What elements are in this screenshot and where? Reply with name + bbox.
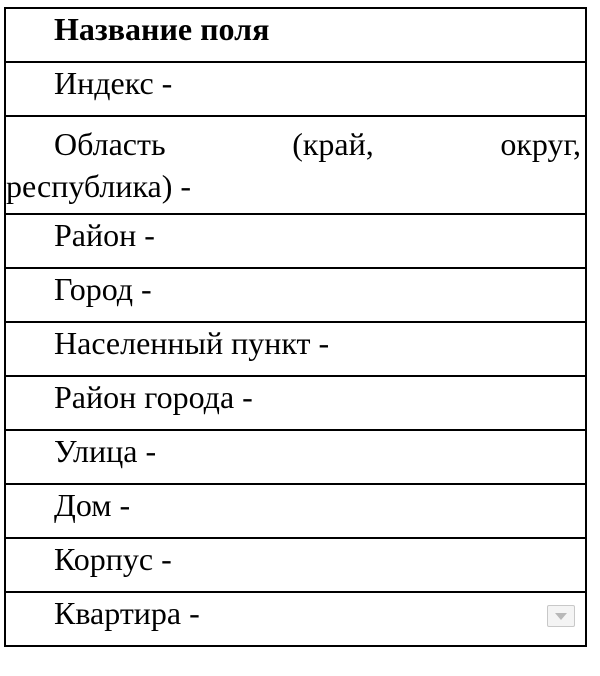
table-cell bbox=[5, 116, 586, 214]
word: округ, bbox=[500, 126, 581, 162]
table-row bbox=[5, 430, 586, 484]
chevron-down-icon[interactable] bbox=[547, 605, 575, 627]
field-label-settlement: Населенный пункт - bbox=[54, 325, 330, 361]
table-row bbox=[5, 322, 586, 376]
table-cell bbox=[5, 484, 586, 538]
table-row bbox=[5, 214, 586, 268]
table-row bbox=[5, 116, 586, 214]
header-cell bbox=[5, 8, 586, 62]
header-label: Название поля bbox=[54, 11, 270, 47]
field-label-region-line bbox=[6, 123, 585, 165]
table-row bbox=[5, 62, 586, 116]
table-row bbox=[5, 538, 586, 592]
table-cell bbox=[5, 322, 586, 376]
table-row bbox=[5, 484, 586, 538]
table-header-row bbox=[5, 8, 586, 62]
table-cell bbox=[5, 538, 586, 592]
word: (край, bbox=[292, 126, 374, 162]
word: Область bbox=[54, 126, 166, 162]
field-label-city: Город - bbox=[54, 271, 152, 307]
field-label-building: Корпус - bbox=[54, 541, 172, 577]
field-label-house: Дом - bbox=[54, 487, 131, 523]
field-label-index: Индекс - bbox=[54, 65, 173, 101]
field-label-region-continuation: республика) - bbox=[6, 168, 192, 204]
table-row bbox=[5, 268, 586, 322]
table-cell bbox=[5, 430, 586, 484]
field-label-district: Район - bbox=[54, 217, 155, 253]
table-cell bbox=[5, 592, 586, 646]
field-label-city-district: Район города - bbox=[54, 379, 253, 415]
field-names-table bbox=[4, 7, 587, 647]
table-row bbox=[5, 376, 586, 430]
field-label-apartment: Квартира - bbox=[54, 595, 200, 631]
table-cell bbox=[5, 268, 586, 322]
table-cell bbox=[5, 62, 586, 116]
table-row bbox=[5, 592, 586, 646]
table-cell bbox=[5, 376, 586, 430]
table-cell bbox=[5, 214, 586, 268]
field-label-street: Улица - bbox=[54, 433, 157, 469]
